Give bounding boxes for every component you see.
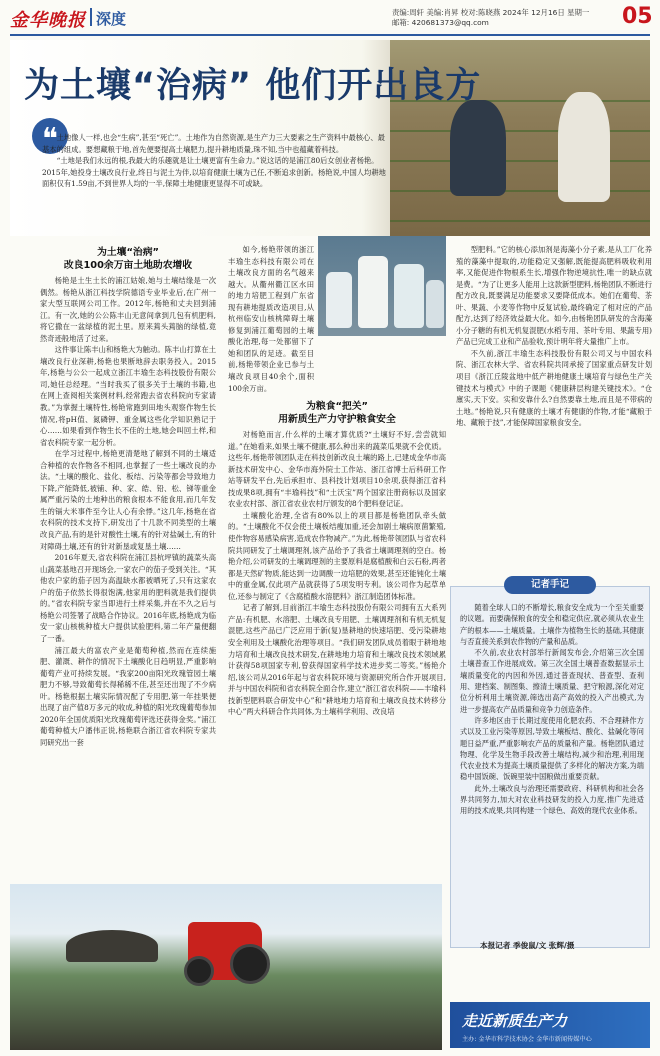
article-title: 为土壤“治病” 他们开出良方 bbox=[24, 66, 482, 106]
tractor-shape bbox=[188, 922, 262, 980]
quote-icon: ❝ bbox=[32, 118, 68, 154]
newspaper-logo: 金华晚报 bbox=[10, 10, 86, 31]
body-paragraph: 不久前,浙江丰瑜生态科技股份有限公司又与中国农科院、浙江农林大学、省农科院共同承接了国家重点研发计划项目《浙江丘陵盆地中低产耕地健康土壤培育与绿色生产关键技术与模式》中的子课题《健康耕层构建关键技术》。“仓廪实,天下安。实和安靠什么?自然要靠土地,而且是不带病的土地。”杨艳说,只有健康的土壤才有健康的作物,才能“藏粮于地、藏粮于技”,才能保障国家粮食安全。 bbox=[456, 348, 652, 428]
editor-credits: 责编:周轩 美编:肖昇 校对:陈晓燕 2024年 12月16日 星期一 bbox=[392, 8, 590, 17]
tractor-field-photo bbox=[10, 884, 442, 1050]
section-heading: 为土壤“治病” 改良100余万亩土地助农增收 bbox=[63, 247, 193, 271]
article-lead bbox=[42, 132, 386, 190]
lead-paragraph: “土地是我们永远的根,我最大的乐趣就是让土壤更富有生命力。”说这话的是浦江80后女创业者杨艳。2015年,她投身土壤改良行业,终日与泥土为伴,以培育健康土壤为己任,不断追求创新。杨艳说,中国人均耕地面积仅有1.59亩,不到世界人均的一半,保障土地健康更显得不可或缺。 bbox=[42, 156, 386, 189]
series-organizers: 主办: 金华市科学技术协会 金华市新闻传媒中心 bbox=[462, 1036, 592, 1043]
article-column-1 bbox=[40, 244, 216, 748]
header-info bbox=[392, 8, 589, 28]
section-divider bbox=[90, 8, 92, 26]
body-paragraph: 在学习过程中,杨艳更清楚地了解到不同的土壤适合种植的农作物各不相同,也掌握了一些土壤改良的办法。“土壤的酸化、盐化、板结、污染等都会导致地力下降,产能降低,被铺、种、家、皓、铅、松、锑等重金属严重污染的土地种出的粮食根本不能食用,而几年发生的镉大米事件至今让人心有余悸。”这几年,杨艳在省农科院的技术支持下,研发出了十几款不同类型的土壤改良产品,有的是针对酸性土壤,有的针对盐碱土,有的针对障碍土壤,还有的针对新垦或复垦土壤…… bbox=[40, 449, 216, 551]
note-paragraph: 随着全球人口的不断增长,粮食安全成为一个至关重要的议题。而要确保粮食的安全和稳定供应,就必须从农业生产的根本——土壤质量。土壤作为植物生长的基础,其健康与否直接关系到农作物的产量和品质。 bbox=[460, 603, 644, 646]
body-paragraph: 如今,杨艳带领的浙江丰瑜生态科技有限公司在土壤改良方面的名气越来越大。从衢州衢江区水田的地力培肥工程到广东省现有耕地提质改造项目,从杭州临安山核桃障碍土壤修复到浦江葡萄园的土壤酸化治理,每一处都留下了她和团队的足迹。截至目前,杨艳带领企业已参与土壤改良项目40余个,面积100余万亩。 bbox=[228, 245, 314, 393]
man-figure bbox=[450, 100, 506, 196]
woman-figure bbox=[558, 92, 610, 202]
note-paragraph: 不久前,农业农村部举行新闻发布会,介绍第三次全国土壤普查工作进展成效。第三次全国土壤普查数据显示土壤质量变化的内因和外因,通过普查现状、普查型、查利用、建档案、制图集、擦清土壤质量、把守粮源,深化对定位分析利用土壤资源,筛选出高产高效的投入产出模式,为进一步提高农产品质量和竞争力创造条件。 bbox=[460, 648, 644, 714]
page-number: 05 bbox=[622, 4, 653, 29]
body-paragraph: 型肥料。”它的核心添加剂是海藻小分子素,是从工厂化养殖的藻藻中提取的,功能稳定又强解,既能提高肥料吸收利用率,又能促进作物根系生长,增强作物逆境抗性,唯一的缺点就是费。“为了让更多人能用上这款新型肥料,杨艳团队不断进行配方改良,既要满足功能要求又要降低成本。她们在葡萄、茶叶、果蔬、小麦等作物中反复试验,最终确定了相对应的产品配方,达到了经济效益最大化。如今,由杨艳团队研发的含海藻小分子糖的有机无机复混肥(水稻专用、茶叶专用、果蔬专用)产品已完成工业和产品验收,预计明年将大量推广上市。 bbox=[456, 245, 652, 347]
body-paragraph: 这件事让陈丰山和杨艳大为触动。陈丰山打算在土壤改良行业深耕,杨艳也果断地辞去职务投入。2015年,杨艳与公公一起成立浙江丰瑜生态科技股份有限公司,她任总经理。“当时我买了很多关于土壤的书籍,也在网上查阅相关案例材料,经常跑去省农科院向专家请教。”为掌握土壤特性,杨艳常跑到田地头观察作物生长情况,将pH值、氮磷钾、重金属这些化学知识熟记于心……如果看到作物生长不佳的土地,她会叫回土样,和省农科院专家一起分析。 bbox=[40, 345, 216, 447]
soil-pile bbox=[66, 930, 158, 962]
section-label: 深度 bbox=[96, 10, 127, 28]
byline: 本报记者 季俊鼠/文 张辉/摄 bbox=[480, 941, 575, 950]
article-column-3 bbox=[456, 244, 652, 429]
body-paragraph: 土壤酸化治理,全省有80%以上的项目都是杨艳团队牵头做的。“土壤酸化不仅会使土壤板结瘦加重,还会加剧土壤病原菌繁殖,使作物容易感染病害,造成农作物减产。”为此,杨艳带领团队与省农科院共同研发了土壤调理剂,该产品给予了我省土壤调理剂的空白。杨艳介绍,公司研发的土壤调理剂的主要原料是腐植酸和白云石粉,两者都是天然矿物质,能达到一边调酸一边培肥的效果,甚至还能钝化土壤中的重金属,仅此项产品就获得了5项发明专利。该公司作为起草单位,还参与制定了《含腐植酸水溶肥料》浙江制造团体标准。 bbox=[228, 510, 446, 601]
series-title: 走近新质生产力 bbox=[462, 1012, 568, 1030]
header-rule bbox=[10, 34, 650, 36]
reporter-note-title: 记者手记 bbox=[504, 576, 596, 594]
reporter-note-text bbox=[460, 602, 644, 817]
note-paragraph: 此外,土壤改良与治理还需要政府、科研机构和社会各界共同努力,加大对农业科技研发的投入力度,推广先进适用的技术成果,共同构建一个绿色、高效的现代农业体系。 bbox=[460, 783, 644, 816]
section-heading: 为粮食“把关” 用新质生产力守护粮食安全 bbox=[278, 401, 396, 426]
note-paragraph: 许多地区由于长期过度使用化肥农药、不合理耕作方式以及工业污染等原因,导致土壤板结、酸化、盐碱化等问题日益严重,严重影响农产品的质量和产量。杨艳团队通过物理、化学及生物手段改善土壤结构,减少和治理,利用现代农业技术为提高土壤质量提供了多样化的解决方案,为端稳中国饭碗、饭碗里装中国粮做出重要贡献。 bbox=[460, 715, 644, 782]
body-paragraph: 2016年夏天,省农科院在浦江县杭坪镇的蔬菜头高山蔬菜基地召开现场会,一家农户的茄子受到关注。“其他农户家的茄子因为高温缺水都被晒死了,只有这家农户的茄子依然长得很饱满,他家用的肥料就是我们提供的。”省农科院专家当即进行土样采集,并在不久之后与杨艳公司签署了战略合作协议。2016年底,杨艳成为临安一家山核桃种植大户提供试验肥料,第二年产量便翻了一番。 bbox=[40, 553, 216, 643]
lead-paragraph: 土地像人一样,也会“生病”,甚至“死亡”。土地作为自然资源,是生产力三大要素之生产资料中最核心、最基本的组成。要想藏粮于地,首先便要提高土壤肥力,提升耕地质量,珠不知,当中也蕴藏着科技。 bbox=[42, 133, 385, 154]
body-paragraph: 记者了解到,目前浙江丰瑜生态科技股份有限公司拥有五大系列产品:有机肥、水溶肥、土壤改良专用肥、土壤调理剂和有机无机复混肥,这些产品已广泛应用于新(复)垦耕地的快速培肥、受污染耕地安全利用及土壤酸化治理等项目。“我们研发团队成员着眼于耕地地力培育和土壤改良技术研发,在耕地地力培育和土壤改良技术领域累计获得58项国家专利,曾获得国家科学技术进步奖二等奖。”杨艳介绍,该公司从2016年起与省农科院环境与资源研究所合作开展项目,并与中国农科院和省农科院全面合作,建立“浙江省农科院——丰瑜科技新型肥料联合研发中心”和“耕地地力培育和土壤改良技术转移分中心”两大科研合作共同体,为土壤科学利用、改良培 bbox=[228, 603, 446, 717]
body-paragraph: 杨艳是土生土长的浦江姑娘,她与土壤结缘是一次偶然。杨艳从浙江科技学院德语专业毕业后,在广州一家大型互联网公司工作。2012年,杨艳和丈夫回到浦江。有一次,她的公公陈丰山无意间拿到几包有机肥料,将它撒在一盆绿植的泥土里。原来蔫头蔫脑的绿植,竟然奇迹般地活了过来。 bbox=[40, 276, 216, 343]
email-address: 邮箱: 420681373@qq.com bbox=[392, 18, 489, 27]
body-paragraph: 对杨艳而言,什么样的土壤才算优质?“土壤好不好,尝尝就知道。”在她看来,如果土壤不健康,那么种出来的蔬菜瓜果就不会优质。这些年,杨艳带领团队走在科技创新改良土壤的路上,已建成金华市高新技术研发中心、金华市海外院士工作站、浙江省博士后科研工作站等研发平台,先后承担市、县科技计划项目10余项,获得浙江省科技成果8项,拥有“丰瑜科技”和“土沃宝”两个国家注册商标以及国家农业农村部、浙江省农业农村厅颁发的8个肥料登记证。 bbox=[228, 430, 446, 509]
article-column-2 bbox=[228, 244, 446, 718]
body-paragraph: 浦江最大的富农产业是葡萄种植,然而在连续施肥、灌溉、耕作的情况下土壤酸化日趋明显,严重影响葡萄产业可持续发展。“我家200亩阳光玫瑰管园土壤肥力不够,导致葡萄长得稀稀不佳,甚至还出现了不少病叶。杨艳根据土壤实际情况配了专用肥,第一年挂果便出现了亩产值8万多元的收成,种植的阳光玫瑰葡萄参加2020年全国优质阳光玫瑰葡萄评选还获得金奖。”浦江葡萄种植大户潘伟正说,杨艳联合浙江省农科院专家共同研究出一套 bbox=[40, 645, 216, 747]
